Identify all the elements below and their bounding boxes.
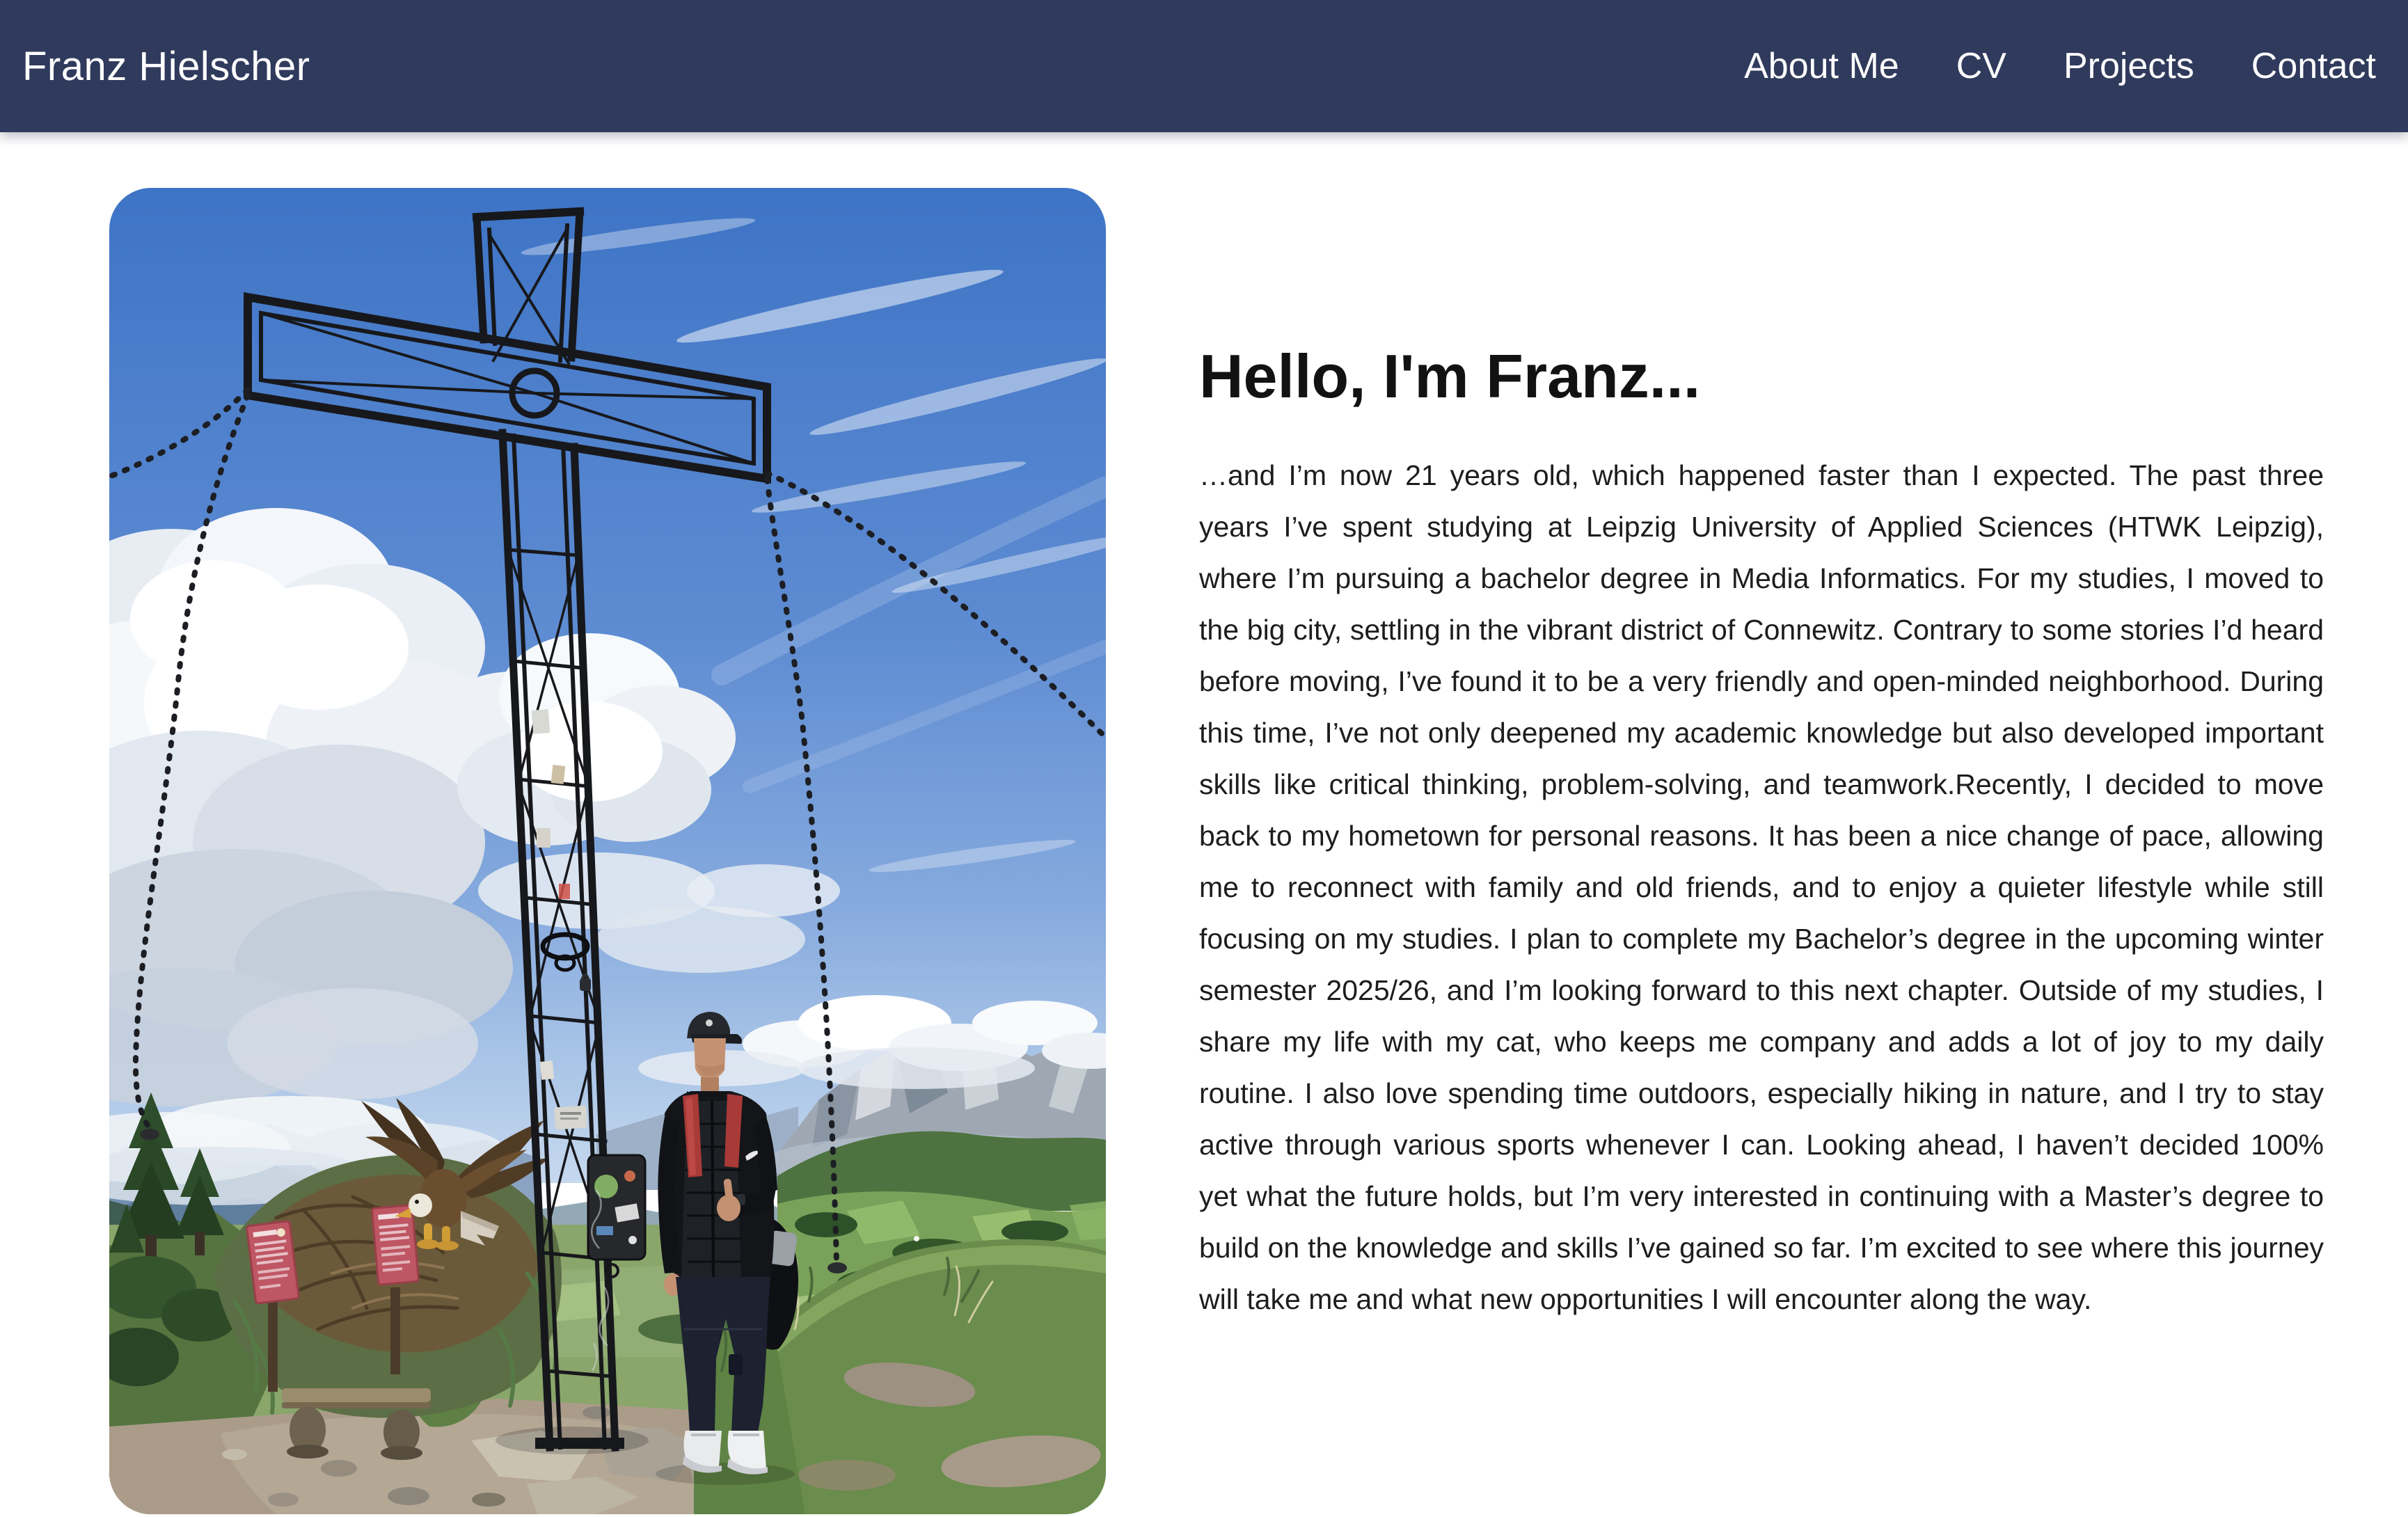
nav-contact[interactable]: Contact	[2251, 46, 2376, 86]
brand-title[interactable]: Franz Hielscher	[22, 43, 310, 89]
stamp-box	[588, 1155, 645, 1277]
summit-photo	[109, 188, 1106, 1514]
nav-about-me[interactable]: About Me	[1744, 46, 1899, 86]
about-section	[1199, 341, 2324, 1325]
about-paragraph: …and I’m now 21 years old, which happened faster than I expected. The past three years I’ve spent studying at Leipzig University of Applied Sciences (HTWK Leipzig), where I’m pursuing a bachelor degree in Media Informatics. For my studies, I moved to the big city, settling in the vibrant district of Connewitz. Contrary to some stories I’d heard before moving, I’ve found it to be a very friendly and open-minded neighborhood. During this time, I’ve not only deepened my academic knowledge but also developed important skills like critical thinking, problem-solving, and teamwork.Recently, I decided to move back to my hometown for personal reasons. It has been a nice change of pace, allowing me to reconnect with family and old friends, and to enjoy a quieter lifestyle while still focusing on my studies. I plan to complete my Bachelor’s degree in the upcoming winter semester 2025/26, and I’m looking forward to this next chapter. Outside of my studies, I share my life with my cat, who keeps me company and adds a lot of joy to my daily routine. I also love spending time outdoors, especially hiking in nature, and I try to stay active through various sports whenever I can. Looking ahead, I haven’t decided 100% yet what the future holds, but I’m very interested in continuing with a Master’s degree to build on the knowledge and skills I’ve gained so far. I’m excited to see where this journey will take me and what new opportunities I will encounter along the way.	[1199, 459, 2324, 1315]
main-nav	[1744, 45, 2376, 87]
cumulus-clouds-left	[109, 508, 513, 1106]
about-heading: Hello, I'm Franz...	[1199, 342, 1701, 411]
nav-cv[interactable]: CV	[1956, 46, 2006, 86]
main-content	[0, 132, 2408, 1517]
site-header	[0, 0, 2408, 132]
nav-projects[interactable]: Projects	[2063, 46, 2194, 86]
